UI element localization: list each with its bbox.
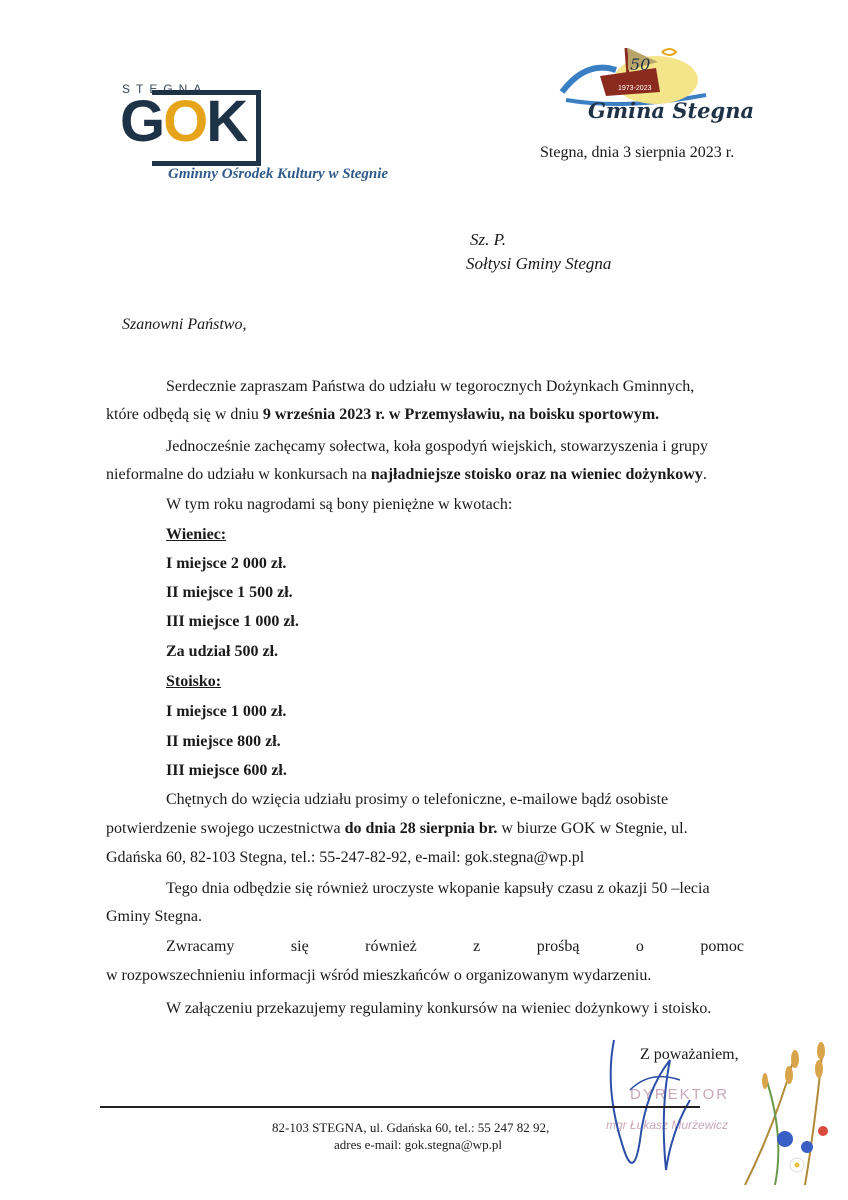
gmina-stegna-logo-text: Gmina Stegna [588, 98, 755, 123]
body-line: Serdecznie zapraszam Państwa do udziału w tegorocznych Dożynkach Gminnych, [166, 378, 695, 395]
wheat-flowers-decoration-icon [735, 1035, 835, 1185]
body-line [106, 406, 659, 424]
recipient-line-1: Sz. P. [470, 230, 507, 249]
body-bold-text: do dnia 28 sierpnia br. [344, 820, 498, 837]
body-word: z [473, 938, 481, 955]
body-line: w rozpowszechnieniu informacji wśród mieszkańców o organizowanym wydarzeniu. [106, 967, 652, 984]
letter-date: Stegna, dnia 3 sierpnia 2023 r. [540, 144, 735, 161]
closing-phrase: Z poważaniem, [640, 1046, 739, 1063]
stoisko-heading: Stoisko: [166, 673, 222, 690]
prize-item: II miejsce 1 500 zł. [166, 584, 293, 601]
stamp-title: DYREKTOR [630, 1086, 730, 1103]
prize-item: I miejsce 1 000 zł. [166, 703, 287, 720]
body-text: w biurze GOK w Stegnie, ul. [497, 820, 688, 837]
body-line: W załączeniu przekazujemy regulaminy konkursów na wieniec dożynkowy i stoisko. [166, 1000, 712, 1017]
prize-item: Za udział 500 zł. [166, 643, 279, 660]
body-word: prośbą [536, 938, 580, 955]
recipient-line-2: Sołtysi Gminy Stegna [466, 254, 612, 273]
gok-logo-g: G [120, 89, 164, 154]
body-line: Jednocześnie zachęcamy sołectwa, koła gospodyń wiejskich, stowarzyszenia i grupy [166, 438, 709, 455]
body-word: również [365, 938, 417, 955]
gok-logo-k: K [206, 89, 247, 154]
prize-item: III miejsce 1 000 zł. [166, 613, 299, 630]
body-word: Zwracamy [166, 938, 235, 955]
prize-item: II miejsce 800 zł. [166, 733, 281, 750]
body-text: nieformalne do udziału w konkursach na [106, 466, 371, 483]
handwritten-signature-icon [600, 1030, 700, 1180]
prize-item: III miejsce 600 zł. [166, 762, 287, 779]
body-word: pomoc [700, 938, 744, 955]
body-line [106, 820, 688, 838]
body-bold-text: najładniejsze stoisko oraz na wieniec dożynkowy [370, 466, 703, 483]
body-line: Tego dnia odbędzie się również uroczyste wkopanie kapsuły czasu z okazji 50 –lecia [166, 880, 710, 897]
footer-address: 82-103 STEGNA, ul. Gdańska 60, tel.: 55 247 82 92, [272, 1120, 550, 1135]
body-line: W tym roku nagrodami są bony pieniężne w kwotach: [166, 496, 513, 513]
body-line [106, 466, 707, 484]
gmina-anniv-years: 1973-2023 [618, 85, 652, 92]
prize-item: I miejsce 2 000 zł. [166, 555, 287, 572]
body-bold-text: 9 września 2023 r. w Przemysławiu, na boisku sportowym. [262, 406, 660, 423]
gok-logo-top-text: STEGNA [122, 82, 208, 96]
footer-email: adres e-mail: gok.stegna@wp.pl [334, 1137, 502, 1152]
gmina-anniv-number: 50 [630, 55, 651, 74]
gok-logo-o: O [163, 89, 207, 154]
body-text: . [702, 466, 707, 483]
body-line-justified [166, 938, 744, 956]
gok-logo-subtitle: Gminny Ośrodek Kultury w Stegnie [168, 166, 389, 182]
body-text: potwierdzenie swojego uczestnictwa [106, 820, 345, 837]
body-word: o [635, 938, 644, 955]
body-word: się [290, 938, 309, 955]
body-text: które odbędą się w dniu [106, 406, 263, 423]
body-line: Chętnych do wzięcia udziału prosimy o telefoniczne, e-mailowe bądź osobiste [166, 791, 669, 808]
stamp-name: mgr Łukasz Murżewicz [606, 1118, 729, 1132]
body-line: Gminy Stegna. [106, 908, 202, 925]
salutation: Szanowni Państwo, [122, 316, 247, 333]
body-line: Gdańska 60, 82-103 Stegna, tel.: 55-247-82-92, e-mail: gok.stegna@wp.pl [106, 849, 585, 866]
footer-divider [100, 1106, 700, 1108]
wieniec-heading: Wieniec: [166, 526, 227, 543]
